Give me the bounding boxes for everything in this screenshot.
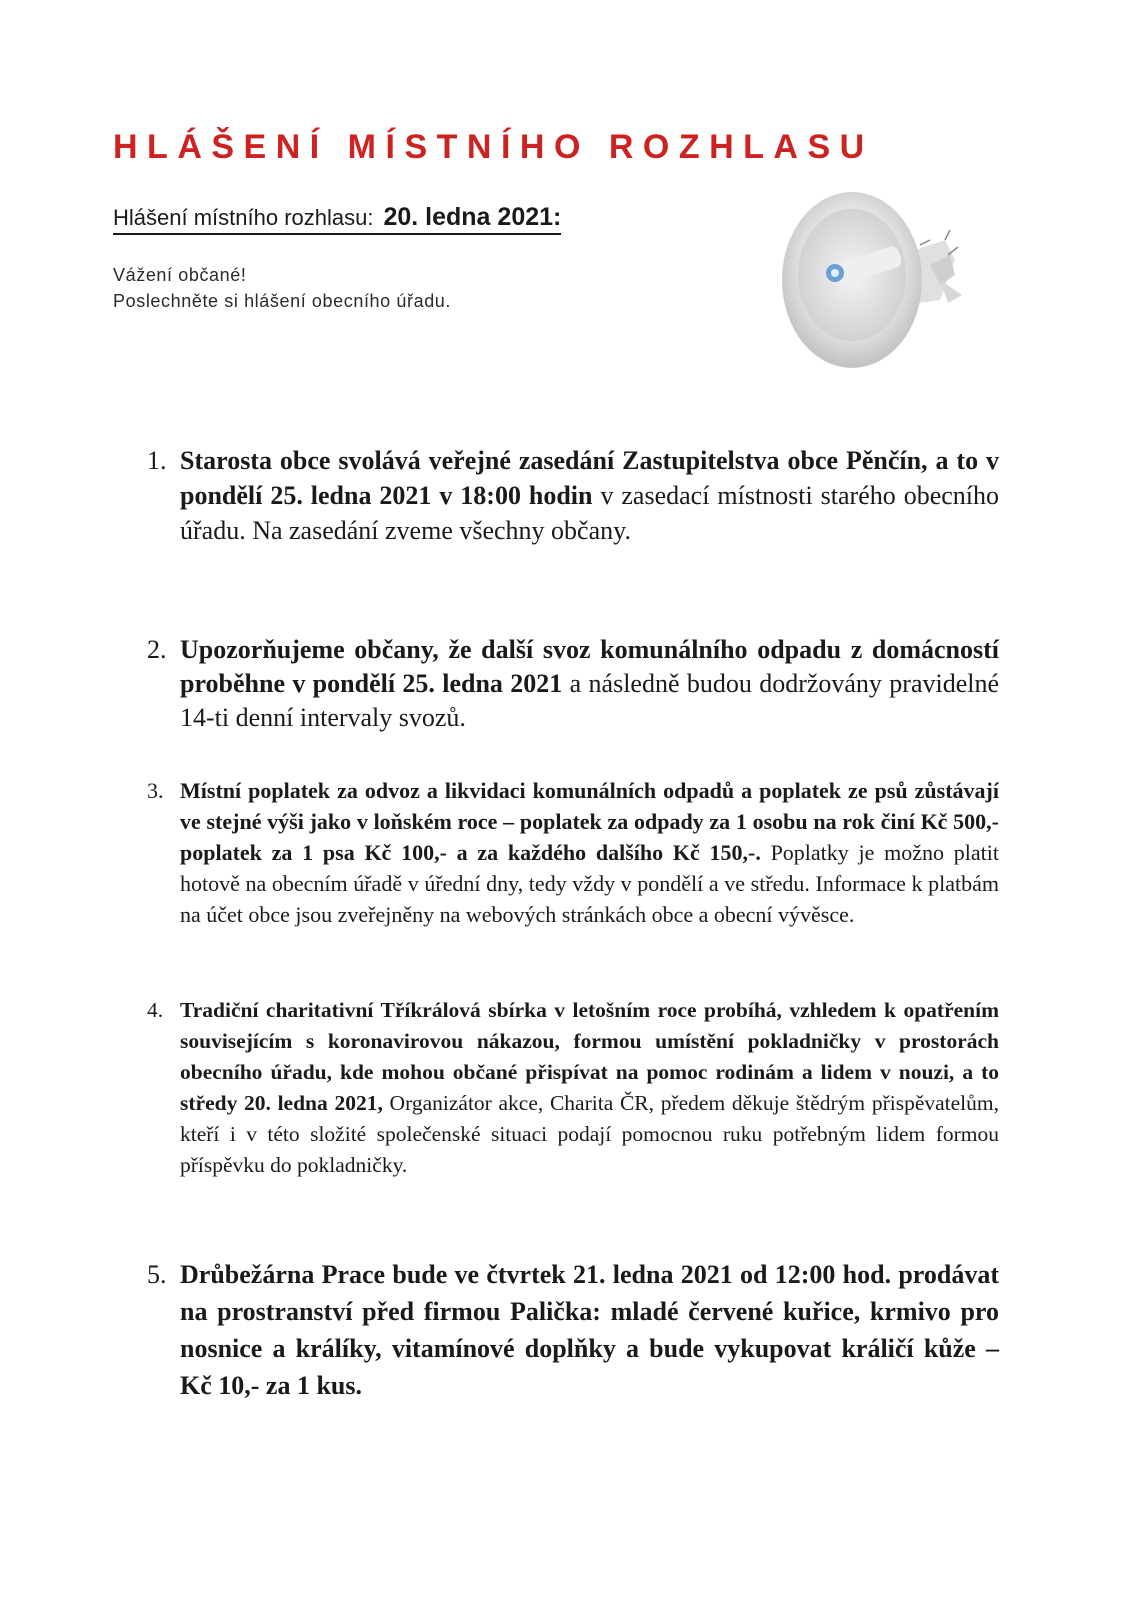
item-bold-text: Starosta obce svolává veřejné zasedání Zastupitelstva obce Pěnčín, a to v pondělí 25. ledna 2021 v 18:00 hodin bbox=[180, 446, 999, 510]
date-label: Hlášení místního rozhlasu: bbox=[113, 205, 374, 230]
announcement-item bbox=[147, 775, 999, 930]
greeting-intro: Poslechněte si hlášení obecního úřadu. bbox=[113, 291, 452, 311]
item-text: Poplatky je možno platit hotově na obecním úřadě v úřední dny, tedy vždy v pondělí a ve středu. Informace k platbám na účet obce jsou zveřejněny na webových stránkách obce a obecní vývěsce. bbox=[180, 840, 999, 927]
megaphone-icon bbox=[780, 185, 980, 385]
item-number: 2. bbox=[147, 635, 167, 664]
item-bold-text: Tradiční charitativní Tříkrálová sbírka v letošním roce probíhá, vzhledem k opatřením souvisejícím s koronavirovou nákazou, formou umístění pokladničky v prostorách obecního úřadu, kde mohou občané přispívat na pomoc rodinám a lidem v nouzi, a to středy 20. ledna 2021, bbox=[180, 998, 999, 1115]
item-number: 4. bbox=[147, 998, 164, 1022]
item-bold-text: Drůbežárna Prace bude ve čtvrtek 21. ledna 2021 od 12:00 hod. prodávat na prostranství před firmou Palička: mladé červené kuřice, krmivo pro nosnice a králíky, vitamínové doplňky a bude vykupovat králičí kůže – Kč 10,- za 1 kus. bbox=[180, 1260, 999, 1400]
item-number: 1. bbox=[147, 446, 167, 475]
item-number: 3. bbox=[147, 778, 164, 803]
item-bold-text: Upozorňujeme občany, že další svoz komunálního odpadu z domácností proběhne v pondělí 25. ledna 2021 bbox=[180, 635, 999, 698]
item-bold-text: Místní poplatek za odvoz a likvidaci komunálních odpadů a poplatek ze psů zůstávají ve stejné výši jako v loňském roce – poplatek za odpady za 1 osobu na rok činí Kč 500,- poplatek za 1 psa Kč 100,- a za každého dalšího Kč 150,-. bbox=[180, 778, 999, 865]
item-text: Organizátor akce, Charita ČR, předem děkuje štědrým přispěvatelům, kteří i v této složité společenské situaci podají pomocnou ruku potřebným lidem formou příspěvku do pokladničky. bbox=[180, 1091, 1000, 1177]
announcement-item bbox=[147, 995, 999, 1181]
announcement-item bbox=[147, 633, 999, 735]
page-title: HLÁŠENÍ MÍSTNÍHO ROZHLASU bbox=[113, 128, 874, 166]
announcement-date: 20. ledna 2021: bbox=[383, 203, 562, 231]
date-line bbox=[113, 203, 561, 235]
item-text: a následně budou dodržovány pravidelné 14-ti denní intervaly svozů. bbox=[180, 669, 1000, 732]
greeting bbox=[113, 262, 451, 314]
item-text: v zasedací místnosti starého obecního úřadu. Na zasedání zveme všechny občany. bbox=[180, 481, 1000, 545]
item-number: 5. bbox=[147, 1260, 167, 1289]
greeting-salutation: Vážení občané! bbox=[113, 265, 247, 285]
announcement-item bbox=[147, 1256, 999, 1404]
announcement-item bbox=[147, 443, 999, 548]
